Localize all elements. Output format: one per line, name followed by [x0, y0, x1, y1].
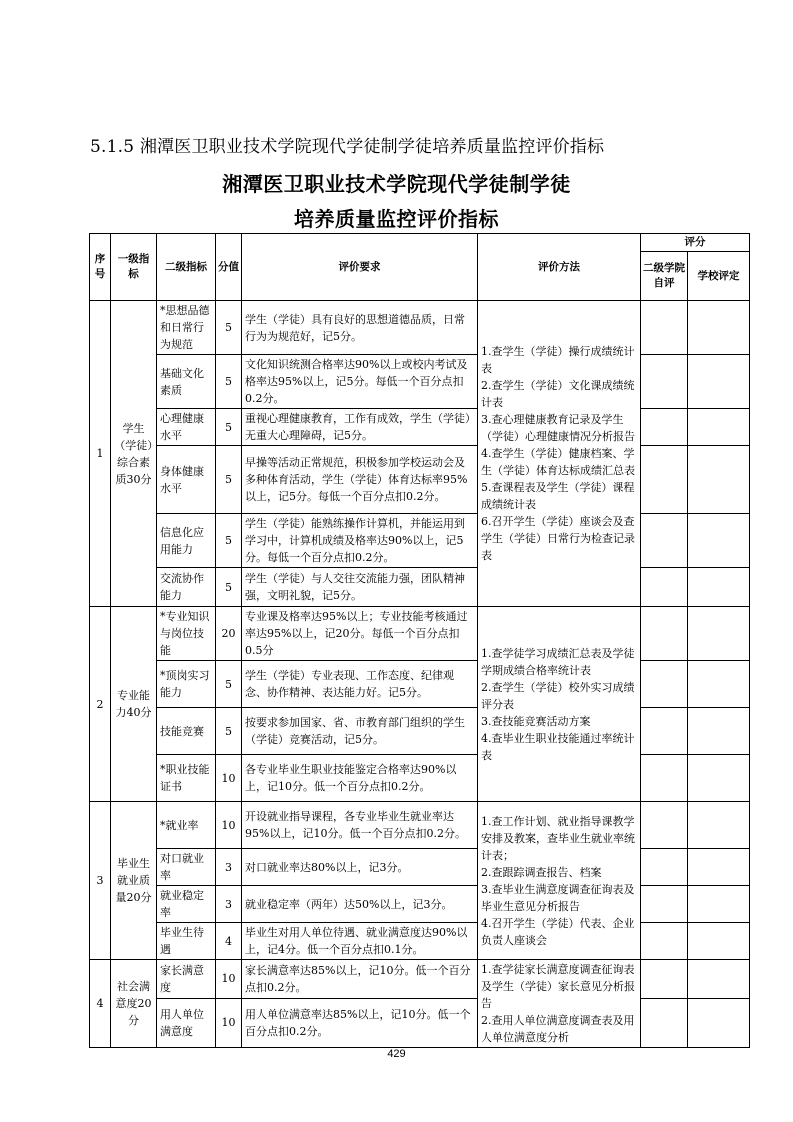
requirement-cell: 各专业毕业生职业技能鉴定合格率达90%以上，记10分。低一个百分点扣0.2分。 — [242, 755, 478, 802]
requirement-cell: 学生（学徒）具有良好的思想道德品质，日常行为为规范好，记5分。 — [242, 301, 478, 355]
requirement-cell: 毕业生对用人单位待遇、就业满意度达90%以上，记4分。低一个百分点扣0.1分。 — [242, 923, 478, 960]
requirement-cell: 早操等活动正常规范，积极参加学校运动会及多种体育活动，学生（学徒）体育达标率95%以上，记5分。每低一个百分点扣0.2分。 — [242, 446, 478, 514]
school-eval-cell[interactable] — [688, 886, 750, 923]
score-cell: 10 — [216, 960, 242, 999]
table-row — [90, 355, 750, 409]
header-level1-indicator: 一级指标 — [111, 234, 157, 301]
school-eval-cell[interactable] — [688, 849, 750, 886]
school-eval-cell[interactable] — [688, 446, 750, 514]
requirement-cell: 专业课及格率达95%以上；专业技能考核通过率达95%以上，记20分。每低一个百分点扣0.5分 — [242, 607, 478, 661]
school-eval-cell[interactable] — [688, 802, 750, 849]
school-eval-cell[interactable] — [688, 568, 750, 607]
page-number: 429 — [387, 1048, 406, 1060]
score-cell: 5 — [216, 409, 242, 446]
level2-indicator-cell: 身体健康水平 — [157, 446, 216, 514]
score-cell: 3 — [216, 849, 242, 886]
level2-indicator-cell: 毕业生待遇 — [157, 923, 216, 960]
school-eval-cell[interactable] — [688, 301, 750, 355]
requirement-cell: 按要求参加国家、省、市教育部门组织的学生（学徒）竞赛活动，记5分。 — [242, 708, 478, 755]
level2-indicator-cell: *专业知识与岗位技能 — [157, 607, 216, 661]
level2-indicator-cell: *顶岗实习能力 — [157, 661, 216, 708]
table-row — [90, 514, 750, 568]
self-eval-cell[interactable] — [641, 708, 688, 755]
school-eval-cell[interactable] — [688, 923, 750, 960]
self-eval-cell[interactable] — [641, 849, 688, 886]
self-eval-cell[interactable] — [641, 446, 688, 514]
document-title-line-2: 培养质量监控评价指标 — [294, 207, 499, 231]
requirement-cell: 文化知识统测合格率达90%以上或校内考试及格率达95%以上，记5分。每低一个百分点扣0.2分。 — [242, 355, 478, 409]
table-row — [90, 886, 750, 923]
level2-indicator-cell: 信息化应用能力 — [157, 514, 216, 568]
seq-cell: 4 — [90, 960, 111, 1048]
table-row — [90, 446, 750, 514]
table-row — [90, 301, 750, 355]
level1-indicator-cell: 社会满意度20分 — [111, 960, 157, 1048]
table-row — [90, 661, 750, 708]
level2-indicator-cell: 技能竞赛 — [157, 708, 216, 755]
header-school-eval: 学校评定 — [688, 252, 750, 301]
method-cell: 1.查学徒家长满意度调查征询表及学生（学徒）家长意见分析报告 2.查用人单位满意度调查表及用人单位满意度分析 — [478, 960, 641, 1048]
score-cell: 5 — [216, 661, 242, 708]
score-cell: 5 — [216, 514, 242, 568]
table-row — [90, 409, 750, 446]
table-row — [90, 960, 750, 999]
score-cell: 5 — [216, 355, 242, 409]
header-score: 分值 — [216, 234, 242, 301]
school-eval-cell[interactable] — [688, 755, 750, 802]
school-eval-cell[interactable] — [688, 708, 750, 755]
method-cell: 1.查学徒学习成绩汇总表及学徒学期成绩合格率统计表 2.查学生（学徒）校外实习成绩评分表 3.查技能竞赛活动方案 4.查毕业生职业技能通过率统计表 — [478, 607, 641, 802]
header-seq: 序号 — [90, 234, 111, 301]
header-method: 评价方法 — [478, 234, 641, 301]
level2-indicator-cell: 对口就业率 — [157, 849, 216, 886]
requirement-cell: 就业稳定率（两年）达50%以上，记3分。 — [242, 886, 478, 923]
level2-indicator-cell: 用人单位满意度 — [157, 998, 216, 1047]
score-cell: 5 — [216, 446, 242, 514]
requirement-cell: 开设就业指导课程，各专业毕业生就业率达95%以上，记10分。低一个百分点扣0.2分。 — [242, 802, 478, 849]
requirement-cell: 学生（学徒）能熟练操作计算机，并能运用到学习中，计算机成绩及格率达90%以上，记5分。每低一个百分点扣0.2分。 — [242, 514, 478, 568]
header-requirement: 评价要求 — [242, 234, 478, 301]
score-cell: 4 — [216, 923, 242, 960]
level1-indicator-cell: 毕业生就业质量20分 — [111, 802, 157, 960]
method-cell: 1.查工作计划、就业指导课教学安排及教案，查毕业生就业率统计表； 2.查跟踪调查报告、档案 3.查毕业生满意度调查征询表及毕业生意见分析报告 4.召开学生（学徒）代表、企业负责人座谈会 — [478, 802, 641, 960]
school-eval-cell[interactable] — [688, 960, 750, 999]
self-eval-cell[interactable] — [641, 607, 688, 661]
requirement-cell: 学生（学徒）与人交往交流能力强，团队精神强，文明礼貌，记5分。 — [242, 568, 478, 607]
seq-cell: 1 — [90, 301, 111, 607]
header-level2-indicator: 二级指标 — [157, 234, 216, 301]
score-cell: 5 — [216, 708, 242, 755]
table-row — [90, 849, 750, 886]
section-heading: 5.1.5 湘潭医卫职业技术学院现代学徒制学徒培养质量监控评价指标 — [90, 137, 605, 157]
requirement-cell: 学生（学徒）专业表现、工作态度、纪律观念、协作精神、表达能力好。记5分。 — [242, 661, 478, 708]
evaluation-table — [89, 233, 750, 1048]
level2-indicator-cell: *思想品德和日常行为规范 — [157, 301, 216, 355]
level2-indicator-cell: 基础文化素质 — [157, 355, 216, 409]
school-eval-cell[interactable] — [688, 607, 750, 661]
self-eval-cell[interactable] — [641, 409, 688, 446]
score-cell: 5 — [216, 568, 242, 607]
level2-indicator-cell: 就业稳定率 — [157, 886, 216, 923]
self-eval-cell[interactable] — [641, 568, 688, 607]
level2-indicator-cell: 交流协作能力 — [157, 568, 216, 607]
self-eval-cell[interactable] — [641, 802, 688, 849]
score-cell: 10 — [216, 998, 242, 1047]
self-eval-cell[interactable] — [641, 998, 688, 1047]
requirement-cell: 重视心理健康教育，工作有成效，学生（学徒）无重大心理障碍，记5分。 — [242, 409, 478, 446]
method-cell: 1.查学生（学徒）操行成绩统计表 2.查学生（学徒）文化课成绩统计表 3.查心理健康教育记录及学生（学徒）心理健康情况分析报告 4.查学生（学徒）健康档案、学生（学徒）体育达标成绩汇总表 5.查课程表及学生（学徒）课程成绩统计表 6.召开学生（学徒）座谈会及查学生（学徒）日常行为检查记录表 — [478, 301, 641, 607]
school-eval-cell[interactable] — [688, 409, 750, 446]
self-eval-cell[interactable] — [641, 960, 688, 999]
table-row — [90, 755, 750, 802]
header-rating: 评分 — [641, 234, 750, 252]
requirement-cell: 对口就业率达80%以上，记3分。 — [242, 849, 478, 886]
score-cell: 10 — [216, 802, 242, 849]
level1-indicator-cell: 专业能力40分 — [111, 607, 157, 802]
level1-indicator-cell: 学生（学徒）综合素质30分 — [111, 301, 157, 607]
score-cell: 10 — [216, 755, 242, 802]
self-eval-cell[interactable] — [641, 355, 688, 409]
table-row — [90, 923, 750, 960]
self-eval-cell[interactable] — [641, 514, 688, 568]
requirement-cell: 家长满意率达85%以上，记10分。低一个百分点扣0.2分。 — [242, 960, 478, 999]
level2-indicator-cell: 心理健康水平 — [157, 409, 216, 446]
header-self-eval: 二级学院自评 — [641, 252, 688, 301]
self-eval-cell[interactable] — [641, 661, 688, 708]
self-eval-cell[interactable] — [641, 923, 688, 960]
level2-indicator-cell: *就业率 — [157, 802, 216, 849]
self-eval-cell[interactable] — [641, 755, 688, 802]
document-title-line-1: 湘潭医卫职业技术学院现代学徒制学徒 — [222, 172, 571, 196]
level2-indicator-cell: *职业技能证书 — [157, 755, 216, 802]
level2-indicator-cell: 家长满意度 — [157, 960, 216, 999]
seq-cell: 2 — [90, 607, 111, 802]
table-row — [90, 568, 750, 607]
table-row — [90, 998, 750, 1047]
score-cell: 5 — [216, 301, 242, 355]
school-eval-cell[interactable] — [688, 514, 750, 568]
requirement-cell: 用人单位满意率达85%以上，记10分。低一个百分点扣0.2分。 — [242, 998, 478, 1047]
school-eval-cell[interactable] — [688, 998, 750, 1047]
table-row — [90, 802, 750, 849]
score-cell: 3 — [216, 886, 242, 923]
school-eval-cell[interactable] — [688, 355, 750, 409]
school-eval-cell[interactable] — [688, 661, 750, 708]
table-row — [90, 607, 750, 661]
table-row — [90, 708, 750, 755]
self-eval-cell[interactable] — [641, 301, 688, 355]
self-eval-cell[interactable] — [641, 886, 688, 923]
seq-cell: 3 — [90, 802, 111, 960]
score-cell: 20 — [216, 607, 242, 661]
